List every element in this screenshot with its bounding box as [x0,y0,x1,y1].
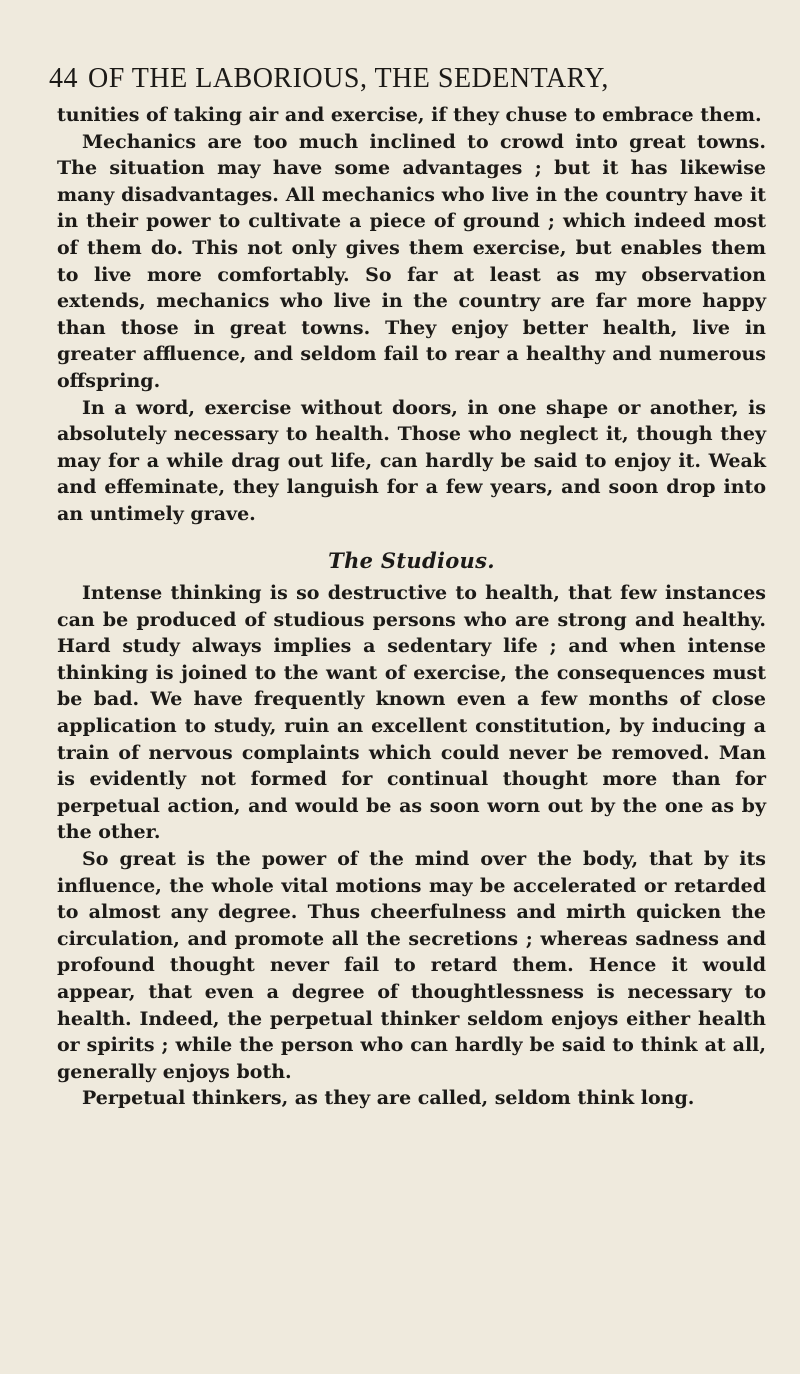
paragraph-mechanics: Mechanics are too much inclined to crowd into great towns. The situation may have some advantages ; but it has likewise many disadvantages. All mechanics who live in the country have it in their power to cultivate a piece of ground ; which indeed most of them do. This not only gives them exercise, but enables them to live more comfortably. So far at least as my observation extends, mechanics who live in the country are far more happy than those in great towns. They enjoy better health, live in greater affluence, and seldom fail to rear a healthy and numerous offspring. [57,130,766,392]
running-title: OF THE LABORIOUS, THE SEDENTARY, [88,63,609,94]
body-text [57,102,766,1112]
paragraph-mind-over-body: So great is the power of the mind over the body, that by its influence, the whole vital motions may be accelerated or retarded to almost any degree. Thus cheerfulness and mirth quicken the circulation, and promote all the secretions ; whereas sadness and profound thought never fail to retard them. Hence it would appear, that even a degree of thoughtlessness is necessary to health. Indeed, the perpetual thinker seldom enjoys either health or spirits ; while the person who can hardly be said to think at all, generally enjoys both. [57,848,766,1083]
paragraph-continuation: tunities of taking air and exercise, if they chuse to embrace them. [57,104,762,126]
section-heading: The Studious. [328,547,495,573]
paragraph-perpetual-thinkers: Perpetual thinkers, as they are called, seldom think long. [82,1087,695,1110]
paragraph-intense-thinking: Intense thinking is so destructive to health, that few instances can be produced of studious persons who are strong and healthy. Hard study always implies a sedentary life ; and when intense thinking is joined to the want of exercise, the consequences must be bad. We have frequently known even a few months of close application to study, ruin an excellent constitution, by inducing a train of nervous complaints which could never be removed. Man is evidently not formed for continual thought more than for perpetual action, and would be as soon worn out by the one as by the other. [57,582,766,844]
running-header [49,62,766,96]
page-number: 44 [49,63,78,94]
paragraph-exercise: In a word, exercise without doors, in one shape or another, is absolutely necessary to health. Those who neglect it, though they may for a while drag out life, can hardly be said to enjoy it. Weak and effeminate, they languish for a few years, and soon drop into an untimely grave. [57,396,766,525]
